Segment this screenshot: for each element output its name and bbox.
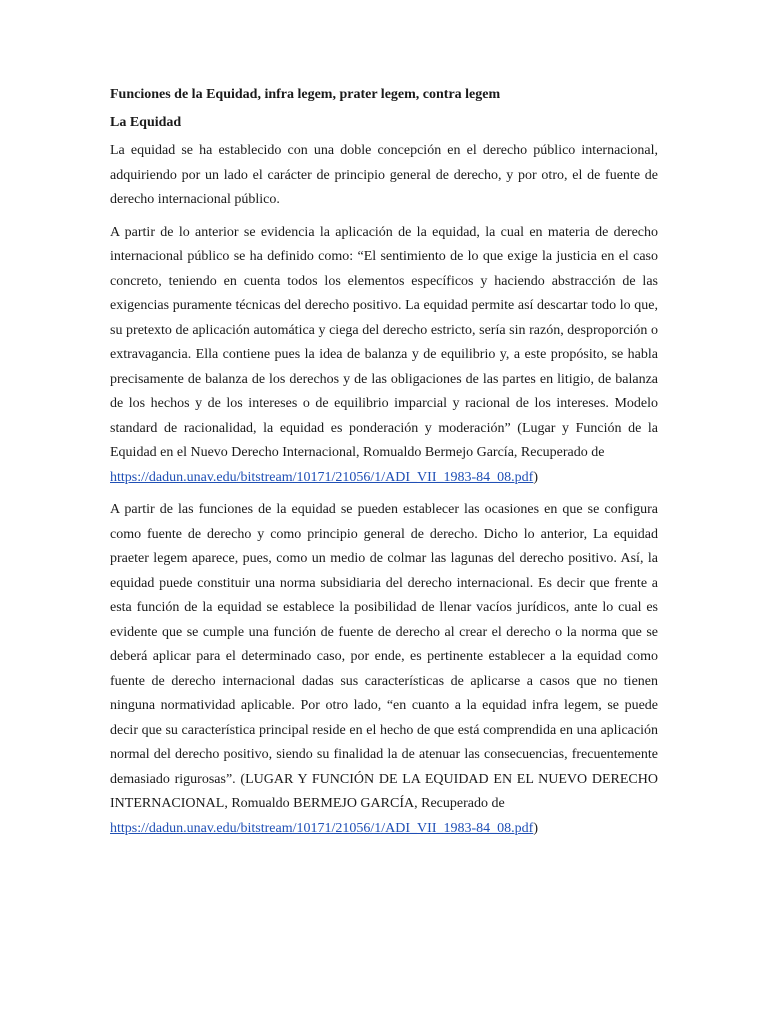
- source-link-1[interactable]: https://dadun.unav.edu/bitstream/10171/21056/1/ADI_VII_1983-84_08.pdf: [110, 469, 534, 485]
- paragraph-3-link-line: [110, 817, 658, 842]
- source-link-2[interactable]: https://dadun.unav.edu/bitstream/10171/21056/1/ADI_VII_1983-84_08.pdf: [110, 820, 534, 836]
- paragraph-1: [110, 139, 658, 213]
- paragraph-3-close: ): [533, 820, 538, 836]
- paragraph-2-text: A partir de lo anterior se evidencia la aplicación de la equidad, la cual en materia de derecho internacional público se ha definido como: “El sentimiento de lo que exige la justicia en el caso concreto, teniendo en cuenta todos los elementos específicos y haciendo abstracción de las exigencias puramente técnicas del derecho positivo. La equidad permite así descartar todo lo que, su pretexto de aplicación automática y ciega del derecho estricto, sería sin razón, desproporción o extravagancia. Ella contiene pues la idea de balanza y de equilibrio y, a este propósito, se habla precisamente de balanza de los derechos y de las obligaciones de las partes en litigio, de balanza de los hechos y de los intereses o de equilibrio imparcial y racional de los intereses. Modelo standard de racionalidad, la equidad es ponderación y moderación” (Lugar y Función de la Equidad en el Nuevo Derecho Internacional, Romualdo Bermejo García, Recuperado de: [110, 224, 658, 460]
- paragraph-3-text: A partir de las funciones de la equidad se pueden establecer las ocasiones en que se configura como fuente de derecho y como principio general de derecho. Dicho lo anterior, La equidad praeter legem aparece, pues, como un medio de colmar las lagunas del derecho positivo. Así, la equidad puede constituir una norma subsidiaria del derecho internacional. Es decir que frente a esta función de la equidad se establece la posibilidad de llenar vacíos jurídicos, ante lo cual es evidente que se cumple una función de fuente de derecho al crear el derecho o la norma que se deberá aplicar para el determinado caso, por ende, es pertinente establecer a la equidad como fuente de derecho internacional dadas sus características de aplicarse a casos que no tienen ninguna normatividad aplicable. Por otro lado, “en cuanto a la equidad infra legem, se puede decir que su característica principal reside en el hecho de que está comprendida en una aplicación normal del derecho positivo, siendo su finalidad la de atenuar las consecuencias, frecuentemente demasiado rigurosas”. (LUGAR Y FUNCIÓN DE LA EQUIDAD EN EL NUEVO DERECHO INTERNACIONAL, Romualdo BERMEJO GARCÍA, Recuperado de: [110, 502, 658, 811]
- paragraph-3: [110, 498, 658, 841]
- paragraph-1-text: La equidad se ha establecido con una doble concepción en el derecho público internacional, adquiriendo por un lado el carácter de principio general de derecho, y por otro, el de fuente de derecho internacional público.: [110, 143, 658, 207]
- section-heading: La Equidad: [110, 115, 182, 130]
- paragraph-2-close: ): [533, 469, 538, 485]
- document-title: Funciones de la Equidad, infra legem, prater legem, contra legem: [110, 87, 501, 102]
- paragraph-2-link-line: [110, 466, 658, 491]
- document-page: [110, 83, 658, 849]
- paragraph-2: [110, 221, 658, 491]
